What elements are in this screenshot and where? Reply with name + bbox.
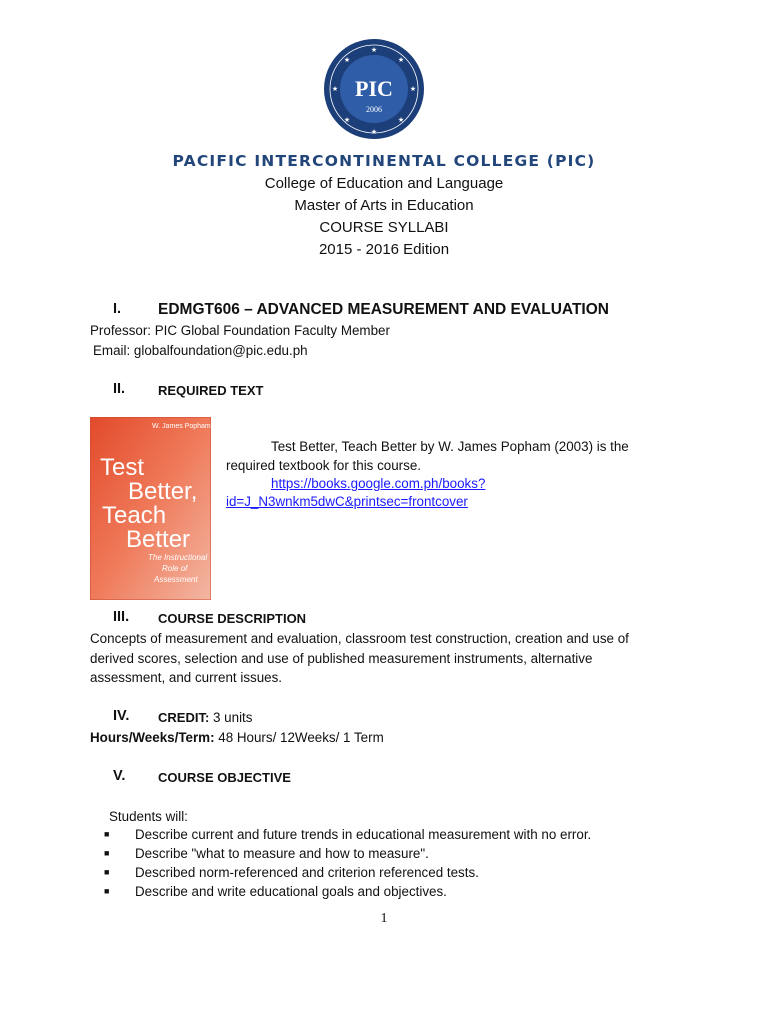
header-line-1: College of Education and Language: [264, 175, 504, 192]
svg-text:★: ★: [343, 117, 351, 124]
hours-label: Hours/Weeks/Term:: [90, 730, 215, 745]
svg-text:★: ★: [343, 57, 351, 64]
description-line-2: derived scores, selection and use of published measurement instruments, alternative: [90, 651, 593, 666]
bullet-icon: ■: [104, 829, 110, 839]
cover-title-line: Better,: [128, 478, 198, 505]
credit-label: CREDIT:: [158, 710, 210, 725]
cover-subtitle-line: The Instructional: [148, 553, 208, 562]
credit-value: 3 units: [209, 710, 253, 725]
svg-text:★: ★: [409, 86, 417, 93]
section-5-title: COURSE OBJECTIVE: [158, 770, 291, 785]
bullet-icon: ■: [104, 886, 110, 896]
textbook-link-line-2[interactable]: id=J_N3wnkm5dwC&printsec=frontcover: [226, 494, 468, 509]
svg-text:★: ★: [397, 117, 405, 124]
bullet-icon: ■: [104, 867, 110, 877]
section-3-number: III.: [113, 609, 130, 625]
textbook-cover-image: [90, 417, 211, 600]
cover-title-line: Teach: [102, 502, 167, 529]
logo-year: 2006: [366, 105, 382, 114]
hours-value: 48 Hours/ 12Weeks/ 1 Term: [214, 730, 384, 745]
header-line-4: 2015 - 2016 Edition: [318, 241, 450, 258]
textbook-link-line-1[interactable]: https://books.google.com.ph/books?: [271, 476, 486, 491]
objectives-intro: Students will:: [109, 809, 188, 824]
college-logo: [323, 38, 425, 140]
cover-subtitle-line: Assessment: [154, 575, 198, 584]
credit-line: [158, 708, 252, 728]
required-text-line-2: required textbook for this course.: [226, 458, 422, 473]
required-text-line-1: Test Better, Teach Better by W. James Popham (2003) is the: [271, 439, 629, 454]
professor-line: Professor: PIC Global Foundation Faculty Member: [90, 323, 390, 338]
cover-author: W. James Popham: [152, 423, 211, 430]
svg-text:★: ★: [331, 86, 339, 93]
header-line-3: COURSE SYLLABI: [319, 219, 449, 236]
svg-text:★: ★: [397, 57, 405, 64]
section-2-title: REQUIRED TEXT: [158, 383, 264, 398]
description-line-1: Concepts of measurement and evaluation, classroom test construction, creation and use of: [90, 631, 629, 646]
svg-text:★: ★: [370, 129, 378, 136]
header-line-2: Master of Arts in Education: [294, 197, 474, 214]
section-3-title: COURSE DESCRIPTION: [158, 611, 307, 626]
section-1-title: EDMGT606 – ADVANCED MEASUREMENT AND EVALUATION: [158, 301, 609, 318]
description-line-3: assessment, and current issues.: [90, 670, 283, 685]
bullet-icon: ■: [104, 848, 110, 858]
logo-text: PIC: [355, 76, 393, 101]
cover-title-line: Test: [100, 454, 145, 481]
section-2-number: II.: [113, 381, 126, 397]
cover-title-line: Better: [126, 526, 191, 553]
svg-text:★: ★: [370, 47, 378, 54]
cover-subtitle-line: Role of: [162, 564, 188, 573]
section-5-number: V.: [113, 768, 126, 784]
college-name: PACIFIC INTERCONTINENTAL COLLEGE (PIC): [172, 152, 596, 170]
email-line: Email: globalfoundation@pic.edu.ph: [93, 343, 308, 358]
section-1-number: I.: [113, 301, 122, 317]
hours-line: [90, 728, 384, 748]
page-number: 1: [380, 911, 388, 926]
section-4-number: IV.: [113, 708, 130, 724]
